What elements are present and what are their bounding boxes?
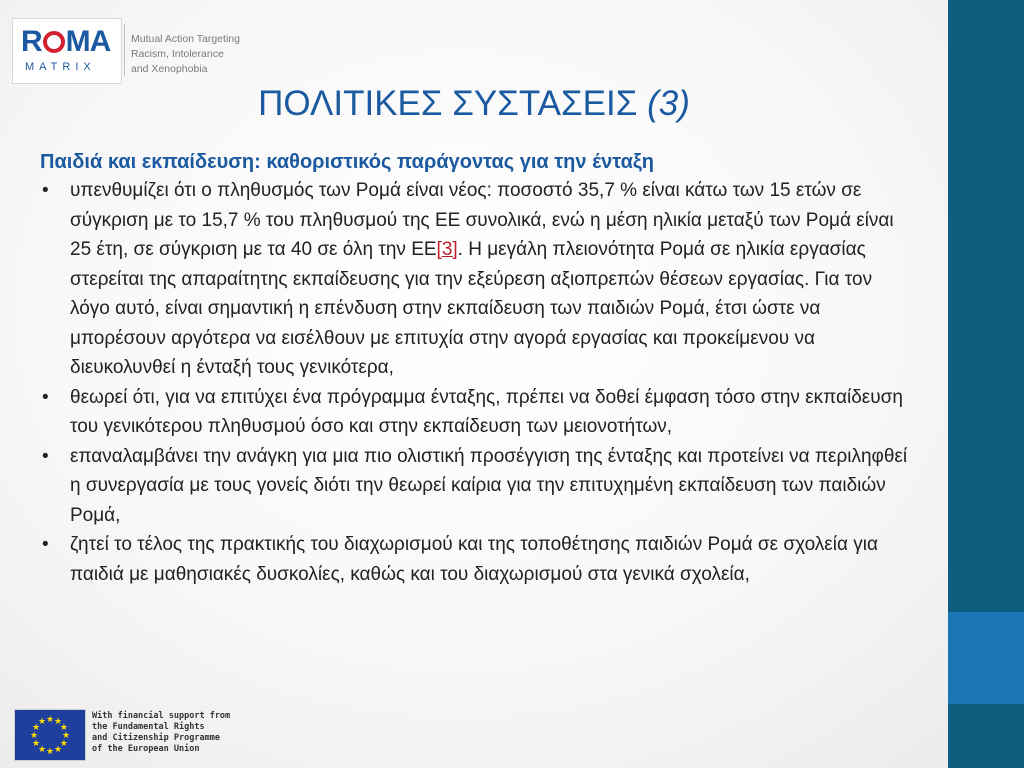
footnote-reference-link[interactable]: [3]: [436, 239, 458, 260]
funding-line: the Fundamental Rights: [92, 722, 205, 732]
eu-star-icon: ★: [53, 716, 63, 727]
funding-line: With financial support from: [92, 711, 231, 721]
bullet-item: • θεωρεί ότι, για να επιτύχει ένα πρόγραμμα ένταξης, πρέπει να δοθεί έμφαση τόσο στην εκπαίδευση του γενικότερου πληθυσμού όσο και στην εκπαίδευση των μειονοτήτων,: [40, 383, 910, 442]
eu-star-icon: ★: [32, 722, 41, 732]
eu-star-icon: ★: [45, 746, 55, 756]
logo-tagline: [131, 32, 240, 77]
section-heading: Παιδιά και εκπαίδευση: καθοριστικός παράγοντας για την ένταξη: [40, 151, 655, 173]
tagline-line: Racism, Intolerance: [131, 48, 224, 60]
logo-divider: [124, 24, 125, 76]
logo-wordmark: [21, 27, 110, 57]
bullet-list: [40, 176, 910, 589]
logo-matrix-text: MATRIX: [25, 61, 96, 73]
slide-title: [0, 82, 948, 126]
globe-icon: [43, 31, 65, 53]
slide-content: [40, 148, 910, 589]
funding-line: and Citizenship Programme: [92, 733, 220, 743]
funding-line: of the European Union: [92, 744, 200, 754]
eu-star-icon: ★: [59, 738, 68, 748]
eu-star-icon: ★: [32, 738, 41, 748]
bullet-item: [40, 176, 910, 383]
eu-star-icon: ★: [37, 743, 47, 754]
eu-star-icon: ★: [59, 722, 68, 732]
side-bar-accent: [948, 612, 1024, 704]
eu-star-icon: ★: [29, 730, 39, 740]
roma-matrix-logo: [12, 18, 122, 84]
bullet-item: • ζητεί το τέλος της πρακτικής του διαχωρισμού και της τοποθέτησης παιδιών Ρομά σε σχολεία για παιδιά με μαθησιακές δυσκολίες, καθώς και του διαχωρισμού στα γενικά σχολεία,: [40, 530, 910, 589]
funding-notice: [92, 711, 230, 755]
slide-title-number: (3): [647, 84, 690, 123]
eu-star-icon: ★: [53, 743, 63, 754]
slide-title-main: ΠΟΛΙΤΙΚΕΣ ΣΥΣΤΑΣΕΙΣ: [258, 84, 648, 123]
tagline-line: Mutual Action Targeting: [131, 33, 240, 45]
eu-star-icon: ★: [37, 716, 47, 727]
bullet-text: υπενθυμίζει ότι ο πληθυσμός των Ρομά είναι νέος: ποσοστό 35,7 % είναι κάτω των 15 ετών σε σύγκριση με το 15,7 % του πληθυσμού της ΕΕ συνολικά, ενώ η μέση ηλικία μεταξύ των Ρομά είναι 25 έτη, σε σύγκριση με τα 40 σε όλη την ΕΕ: [70, 180, 894, 260]
eu-star-icon: ★: [45, 714, 55, 724]
bullet-text: . Η μεγάλη πλειονότητα Ρομά σε ηλικία εργασίας στερείται της απαραίτητης εκπαίδευσης για την εξεύρεση αξιοπρεπών θέσεων εργασίας. Για τον λόγο αυτό, είναι σημαντική η επένδυση στην εκπαίδευση των παιδιών Ρομά, έτσι ώστε να μπορέσουν αργότερα να εισέλθουν με επιτυχία στην αγορά εργασίας και προκείμενου να διευκολυνθεί η ένταξή τους γενικότερα,: [70, 239, 873, 378]
logo-letters-ma: MA: [65, 25, 111, 58]
eu-star-icon: ★: [61, 730, 71, 740]
eu-flag-icon: [14, 709, 86, 761]
tagline-line: and Xenophobia: [131, 63, 208, 75]
bullet-item: • επαναλαμβάνει την ανάγκη για μια πιο ολιστική προσέγγιση της ένταξης και προτείνει να περιληφθεί η συνεργασία με τους γονείς διότι την θεωρεί καίρια για την επιτυχημένη εκπαίδευση των παιδιών Ρομά,: [40, 442, 910, 531]
logo-letter-r: R: [21, 25, 42, 58]
